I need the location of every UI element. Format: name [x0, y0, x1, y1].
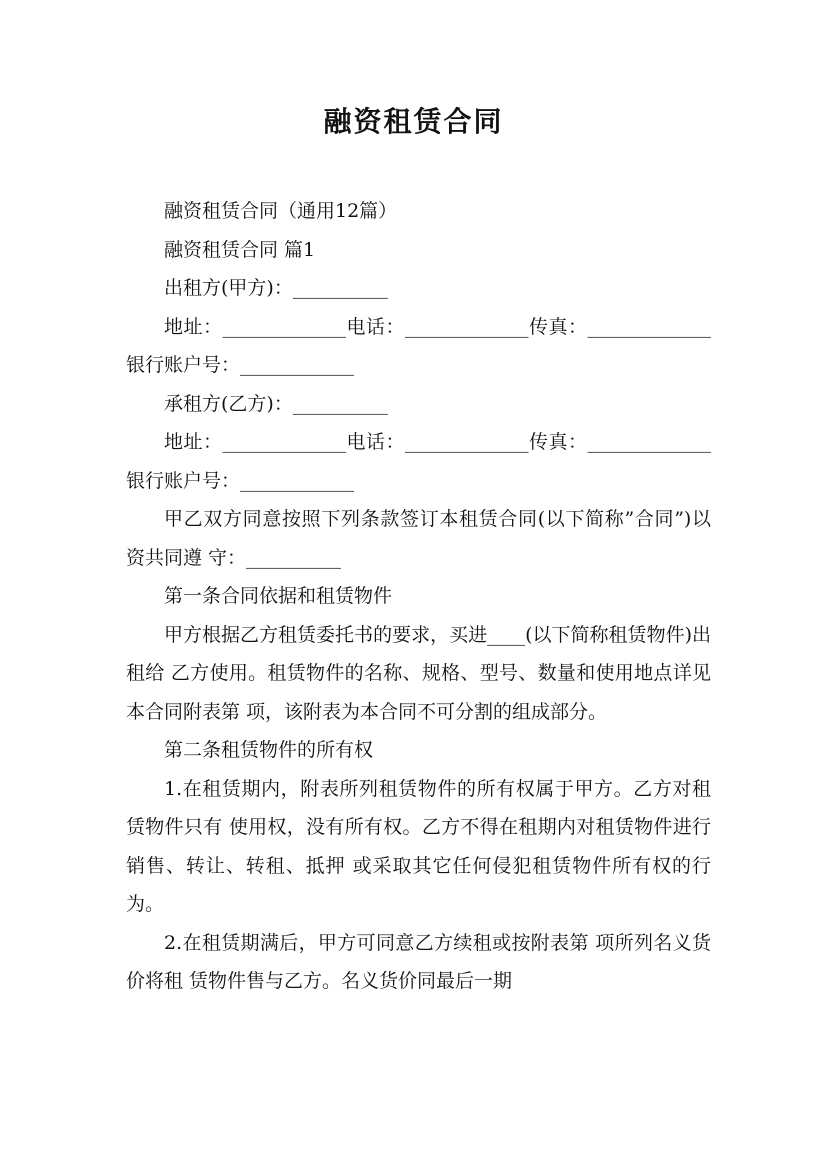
paragraph-article-heading: 融资租赁合同 篇1	[164, 238, 316, 261]
paragraph-clause-2-heading: 第二条租赁物件的所有权	[164, 739, 374, 761]
paragraph-agreement: 甲乙双方同意按照下列条款签订本租赁合同(以下简称”合同”)以资共同遵 守：__________	[126, 508, 711, 569]
paragraph-clause-1-heading: 第一条合同依据和租赁物件	[164, 585, 393, 607]
paragraph-lessor-contact: 地址：_____________电话：_____________传真：_____________银行账户号：____________	[126, 315, 711, 376]
document-body	[126, 192, 711, 1001]
paragraph-lessee-contact: 地址：_____________电话：_____________传真：_____________银行账户号：____________	[126, 431, 711, 492]
paragraph-clause-1-body: 甲方根据乙方租赁委托书的要求，买进____(以下简称租赁物件)出租给 乙方使用。租赁物件的名称、规格、型号、数量和使用地点详见本合同附表第 项，该附表为本合同不可分割的组成部分。	[126, 623, 711, 723]
paragraph-clause-2-item-1: 1.在租赁期内，附表所列租赁物件的所有权属于甲方。乙方对租赁物件只有 使用权，没有所有权。乙方不得在租期内对租赁物件进行销售、转让、转租、抵押 或采取其它任何侵犯租赁物件所有权的行为。	[126, 777, 711, 915]
paragraph-lessor: 出租方(甲方)：__________	[164, 277, 388, 299]
paragraph-lessee: 承租方(乙方)：__________	[164, 392, 388, 415]
paragraph-subtitle: 融资租赁合同（通用12篇）	[164, 200, 398, 222]
document-title: 融资租赁合同	[323, 105, 504, 138]
paragraph-clause-2-item-2: 2.在租赁期满后，甲方可同意乙方续租或按附表第 项所列名义货价将租 赁物件售与乙方。名义货价同最后一期	[126, 931, 711, 992]
